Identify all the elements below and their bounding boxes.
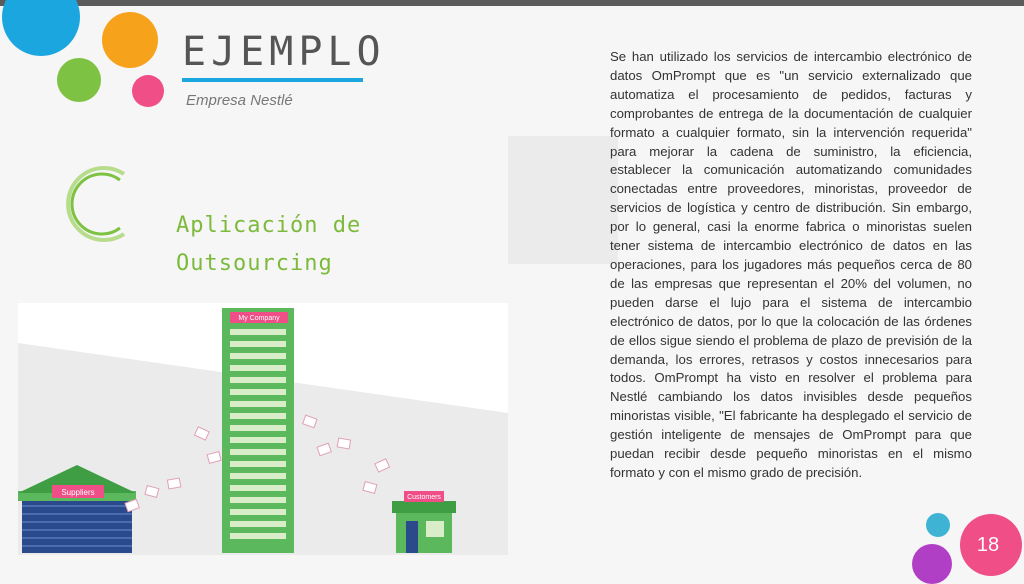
decor-circle-purple xyxy=(912,544,952,584)
company-tower xyxy=(222,308,294,553)
top-bar xyxy=(0,0,1024,6)
body-text: Se han utilizado los servicios de intercambio electrónico de datos OmPrompt que es "un servicio externalizado que automatiza el procesamiento de pedidos, facturas y comprobantes de entrega de la documentación de cualquier formato a cualquier formato, sin la intervención requerida" para mejorar la cadena de suministro, la eficiencia, establecer la comunicación automatizando comunidades conectadas entre proveedores, minoristas, proveedor de servicios de logística y centro de distribución. Sin embargo, por lo general, casi la enorme fabrica o minoristas suelen tener sistema de intercambio electrónico de datos en las operaciones, para los jugadores más pequeños cerca de 80 de las empresas que representan el 20% del volumen, no pueden darse el lujo para el sistema de intercambio electrónico de datos, por lo que la colocación de las órdenes de ellos sigue siendo el problema de plazo de previsión de la demanda, los errores, retrasos y costos innecesarios para todos. OmPrompt ha visto en resolver el problema para Nestlé cambiando los datos invisibles desde pequeños minoristas visible, "El fabricante ha desplegado el servicio de gestión inteligente de mensajes de OmPrompt para que puedan recibir desde pequeño minoristas en el mismo formato y con el mismo grado de precisión. xyxy=(610,49,972,480)
slide-title: EJEMPLO xyxy=(182,29,386,75)
page-number: 18 xyxy=(960,514,1022,576)
company-sign: My Company xyxy=(238,315,280,322)
decor-circle-green xyxy=(57,58,101,102)
suppliers-sign: Suppliers xyxy=(61,488,95,497)
title-underline xyxy=(182,78,363,82)
section-title-line1: Aplicación de xyxy=(176,213,362,238)
section-title xyxy=(176,207,361,283)
decor-circle-pink xyxy=(132,75,164,107)
decor-circle-blue xyxy=(2,0,80,56)
slide-subtitle: Empresa Nestlé xyxy=(186,92,293,109)
ring-icon xyxy=(62,164,142,244)
decor-circle-teal xyxy=(926,513,950,537)
background-panel xyxy=(508,136,618,264)
customers-sign: Customers xyxy=(407,494,441,501)
outsourcing-illustration xyxy=(18,303,508,555)
section-title-line2: Outsourcing xyxy=(176,251,333,276)
decor-circle-orange xyxy=(102,12,158,68)
